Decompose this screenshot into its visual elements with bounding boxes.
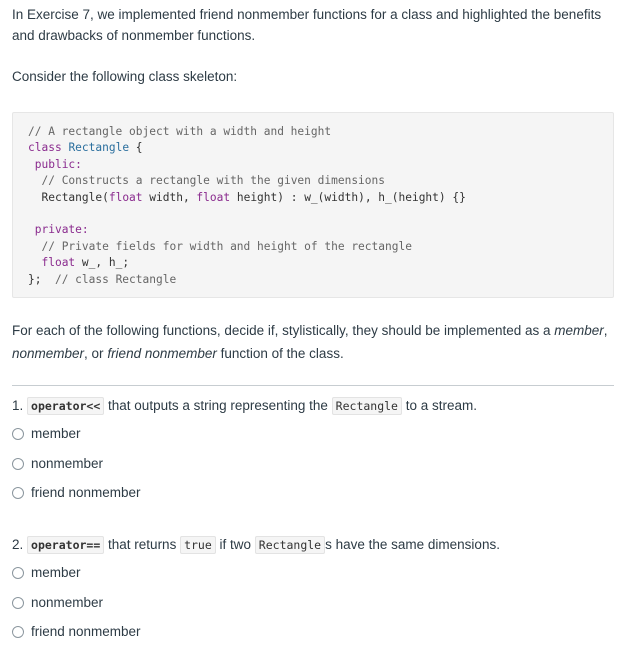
instructions-part2: function of the class. xyxy=(216,346,344,361)
q2-option-member[interactable] xyxy=(12,563,614,583)
code-comment: // Private fields for width and height of the rectangle xyxy=(41,239,412,253)
code-comment: // class Rectangle xyxy=(54,272,177,286)
radio-button-icon[interactable] xyxy=(12,458,24,470)
question-1-options xyxy=(12,424,614,503)
option-label: member xyxy=(31,565,81,580)
question-text: to a stream. xyxy=(401,398,478,413)
radio-button-icon[interactable] xyxy=(12,428,24,440)
question-text: that outputs a string representing the xyxy=(104,398,332,413)
code-line-4 xyxy=(28,173,613,189)
q2-option-nonmember[interactable] xyxy=(12,593,614,613)
inline-code: Rectangle xyxy=(332,397,402,415)
instructions-member: member xyxy=(554,323,604,338)
code-text: w_, h_; xyxy=(75,256,130,270)
code-line-2 xyxy=(28,140,613,156)
option-label: friend nonmember xyxy=(31,485,141,500)
q1-option-friend-nonmember[interactable] xyxy=(12,483,614,503)
question-text: s have the same dimensions. xyxy=(325,537,500,552)
code-text: height) : w_(width), h_(height) {} xyxy=(230,190,466,204)
question-number: 1. xyxy=(12,398,24,413)
inline-code: operator<< xyxy=(27,397,104,415)
code-keyword: public: xyxy=(34,157,82,171)
code-line-9 xyxy=(28,272,613,288)
code-keyword: float xyxy=(196,190,231,204)
code-type: Rectangle xyxy=(68,141,130,155)
q1-option-nonmember[interactable] xyxy=(12,454,614,474)
code-keyword: class xyxy=(28,141,62,155)
q1-option-member[interactable] xyxy=(12,424,614,444)
inline-code: operator== xyxy=(27,536,104,554)
code-keyword: private: xyxy=(34,223,89,237)
intro-text: In Exercise 7, we implemented friend nonmember functions for a class and highlighted the benefits and drawbacks of nonmember functions. xyxy=(12,7,602,43)
question-2-prompt xyxy=(12,535,614,555)
question-text: that returns xyxy=(104,537,181,552)
inline-code: true xyxy=(180,536,216,554)
code-text: { xyxy=(129,141,143,155)
code-line-7 xyxy=(28,239,613,255)
option-label: nonmember xyxy=(31,455,104,471)
instructions-part1: For each of the following functions, decide if, stylistically, they should be implemented as a xyxy=(12,323,555,338)
code-text: Rectangle( xyxy=(41,190,109,204)
code-line-1 xyxy=(28,124,613,140)
question-1-prompt xyxy=(12,396,614,416)
code-blank-line xyxy=(28,206,613,222)
question-number: 2. xyxy=(12,537,24,552)
section-divider xyxy=(12,385,614,386)
instructions-text xyxy=(12,319,612,365)
code-line-8 xyxy=(28,255,613,271)
code-comment: // Constructs a rectangle with the given dimensions xyxy=(41,174,385,188)
question-text: if two xyxy=(215,537,255,552)
instructions-sep: , xyxy=(603,323,608,338)
code-line-6 xyxy=(28,222,613,238)
option-label: friend nonmember xyxy=(31,624,141,639)
instructions-friend: friend nonmember xyxy=(107,346,217,361)
code-block xyxy=(12,112,614,298)
code-text: width, xyxy=(142,190,197,204)
radio-button-icon[interactable] xyxy=(12,597,24,609)
code-line-3 xyxy=(28,157,613,173)
option-label: nonmember xyxy=(31,594,104,610)
instructions-nonmember: nonmember xyxy=(12,346,85,361)
q2-option-friend-nonmember[interactable] xyxy=(12,622,614,642)
code-line-5 xyxy=(28,190,613,206)
code-keyword: float xyxy=(41,256,76,270)
option-label: member xyxy=(31,426,81,441)
code-comment: // A rectangle object with a width and height xyxy=(28,125,332,138)
code-text: }; xyxy=(28,272,55,286)
code-keyword: float xyxy=(108,190,143,204)
question-1 xyxy=(12,396,614,503)
question-2 xyxy=(12,535,614,642)
consider-text: Consider the following class skeleton: xyxy=(12,69,238,84)
inline-code: Rectangle xyxy=(255,536,325,554)
question-2-options xyxy=(12,563,614,642)
instructions-sep: , or xyxy=(84,346,108,361)
radio-button-icon[interactable] xyxy=(12,626,24,638)
radio-button-icon[interactable] xyxy=(12,487,24,499)
radio-button-icon[interactable] xyxy=(12,567,24,579)
